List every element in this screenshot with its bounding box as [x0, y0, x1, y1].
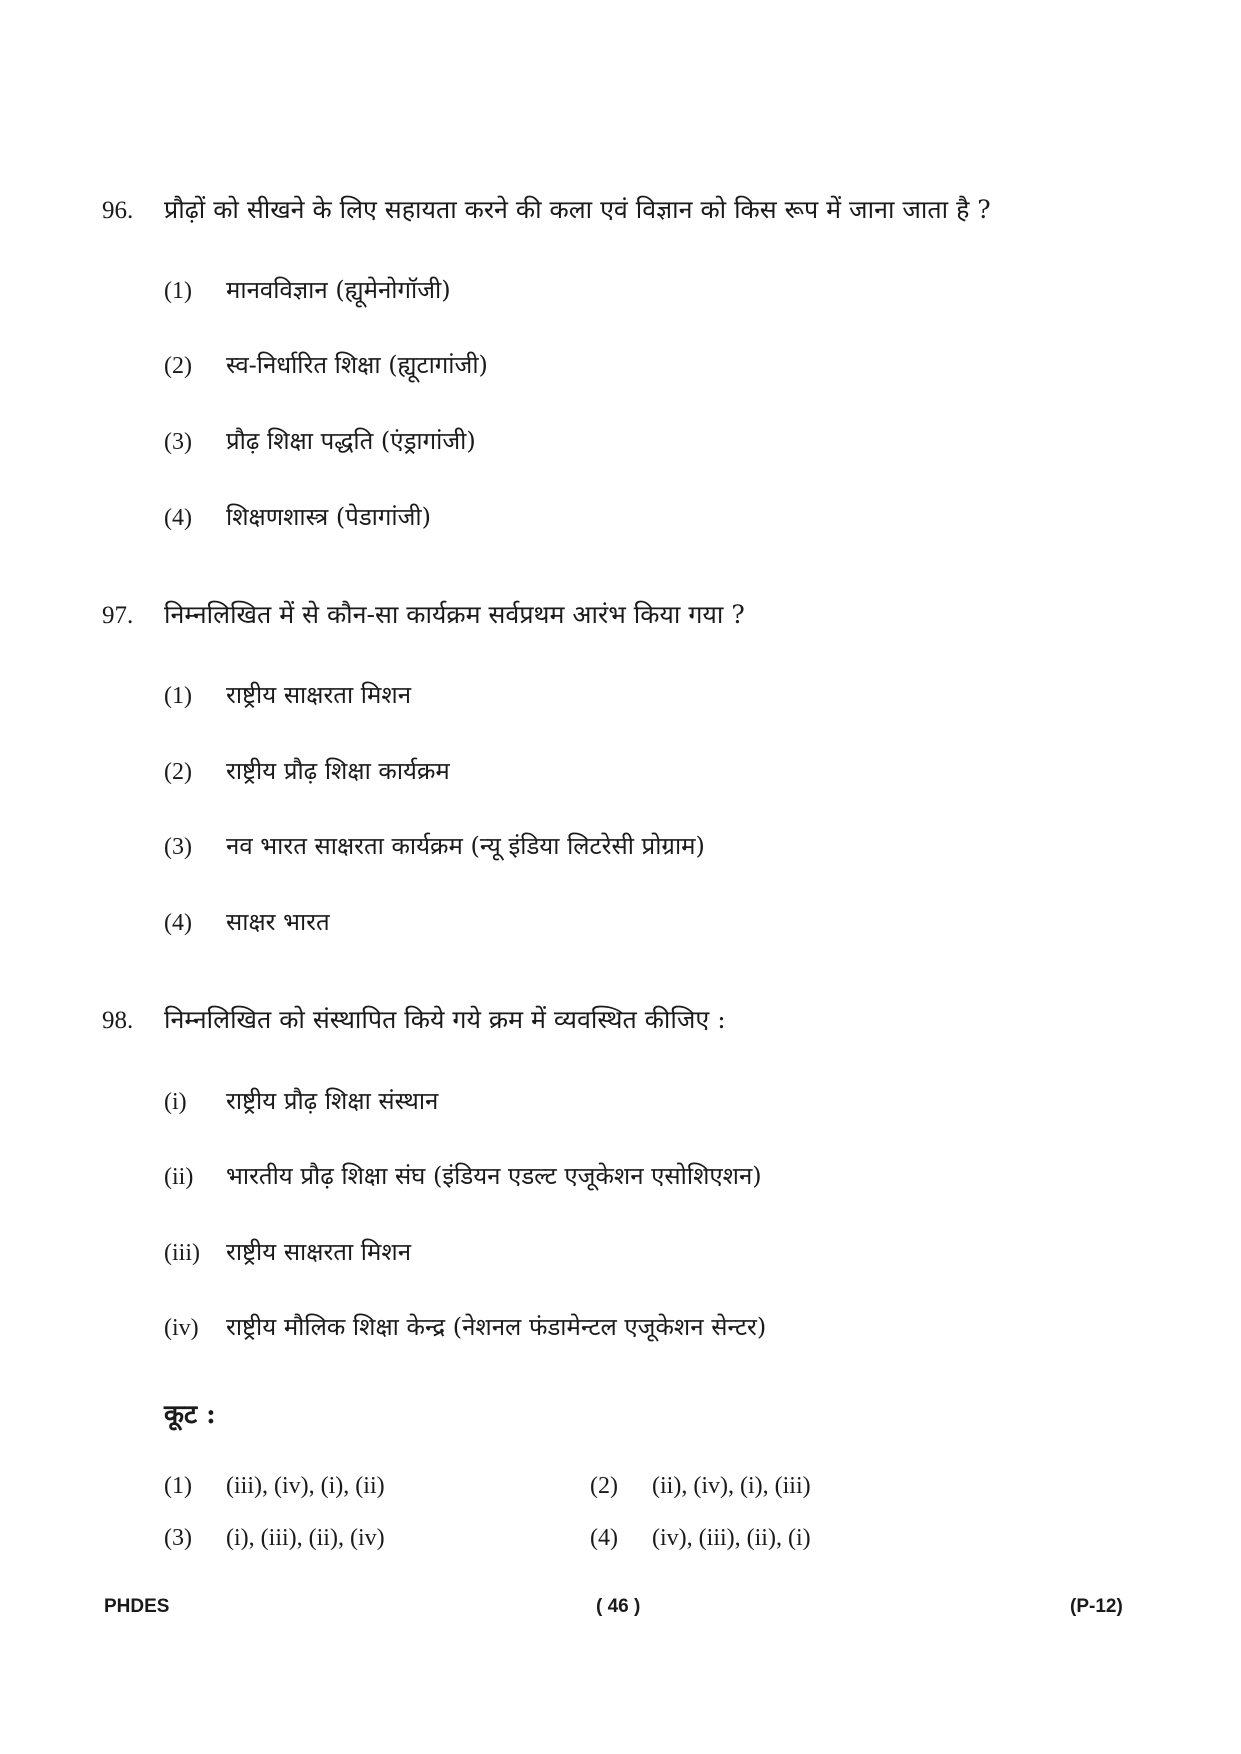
- option-96-1: [164, 275, 451, 306]
- option-96-2: [164, 350, 488, 381]
- option-text: प्रौढ़ शिक्षा पद्धति (एंड्रागांजी): [226, 427, 476, 455]
- code-text: (i), (iii), (ii), (iv): [226, 1525, 385, 1551]
- option-96-4: [164, 502, 431, 533]
- option-label: (1): [164, 683, 192, 709]
- option-96-3: [164, 426, 476, 457]
- question-96: [102, 195, 991, 226]
- code-option-3: [164, 1523, 385, 1553]
- code-option-1: [164, 1471, 385, 1501]
- option-97-4: [164, 907, 330, 938]
- item-label: (i): [164, 1089, 187, 1115]
- code-option-4: [590, 1523, 811, 1553]
- code-title: कूट :: [164, 1400, 216, 1430]
- code-label: (3): [164, 1525, 192, 1551]
- question-text: प्रौढ़ों को सीखने के लिए सहायता करने की कला एवं विज्ञान को किस रूप में जाना जाता है ?: [164, 195, 991, 224]
- item-98-i: [164, 1086, 438, 1117]
- code-option-2: [590, 1471, 811, 1501]
- code-label: (4): [590, 1525, 618, 1551]
- option-text: राष्ट्रीय प्रौढ़ शिक्षा कार्यक्रम: [226, 757, 450, 785]
- item-label: (ii): [164, 1164, 194, 1190]
- code-text: (iv), (iii), (ii), (i): [652, 1525, 811, 1551]
- option-text: मानवविज्ञान (ह्यूमेनोगॉजी): [226, 276, 451, 304]
- option-text: नव भारत साक्षरता कार्यक्रम (न्यू इंडिया लिटरेसी प्रोग्राम): [226, 832, 705, 860]
- option-text: स्व-निर्धारित शिक्षा (ह्यूटागांजी): [226, 351, 488, 379]
- footer-code: PHDES: [104, 1596, 170, 1617]
- item-98-iii: [164, 1237, 411, 1268]
- page-number: ( 46 ): [596, 1596, 641, 1617]
- code-text: (iii), (iv), (i), (ii): [226, 1473, 385, 1499]
- option-label: (3): [164, 834, 192, 860]
- item-text: राष्ट्रीय साक्षरता मिशन: [226, 1238, 412, 1266]
- question-text: निम्नलिखित में से कौन-सा कार्यक्रम सर्वप्रथम आरंभ किया गया ?: [164, 600, 745, 629]
- item-text: राष्ट्रीय मौलिक शिक्षा केन्द्र (नेशनल फंडामेन्टल एजूकेशन सेन्टर): [226, 1313, 767, 1341]
- option-label: (4): [164, 910, 192, 936]
- option-label: (4): [164, 505, 192, 531]
- question-text: निम्नलिखित को संस्थापित किये गये क्रम में व्यवस्थित कीजिए :: [164, 1005, 726, 1034]
- item-label: (iii): [164, 1240, 200, 1266]
- option-97-1: [164, 680, 411, 711]
- item-98-ii: [164, 1161, 762, 1192]
- item-text: राष्ट्रीय प्रौढ़ शिक्षा संस्थान: [226, 1087, 439, 1115]
- question-97: [102, 600, 745, 631]
- option-label: (1): [164, 278, 192, 304]
- option-label: (3): [164, 429, 192, 455]
- code-text: (ii), (iv), (i), (iii): [652, 1473, 811, 1499]
- option-text: साक्षर भारत: [226, 908, 330, 936]
- option-label: (2): [164, 353, 192, 379]
- question-number: 98.: [102, 1007, 134, 1034]
- item-label: (iv): [164, 1315, 199, 1341]
- option-text: शिक्षणशास्त्र (पेडागांजी): [226, 503, 432, 531]
- item-98-iv: [164, 1312, 766, 1343]
- option-text: राष्ट्रीय साक्षरता मिशन: [226, 681, 412, 709]
- question-number: 96.: [102, 197, 134, 224]
- code-label: (1): [164, 1473, 192, 1499]
- footer-series: (P-12): [1070, 1596, 1123, 1617]
- option-label: (2): [164, 759, 192, 785]
- question-number: 97.: [102, 602, 134, 629]
- option-97-2: [164, 756, 450, 787]
- code-label: (2): [590, 1473, 618, 1499]
- item-text: भारतीय प्रौढ़ शिक्षा संघ (इंडियन एडल्ट एजूकेशन एसोशिएशन): [226, 1162, 762, 1190]
- question-98: [102, 1005, 726, 1036]
- option-97-3: [164, 831, 705, 862]
